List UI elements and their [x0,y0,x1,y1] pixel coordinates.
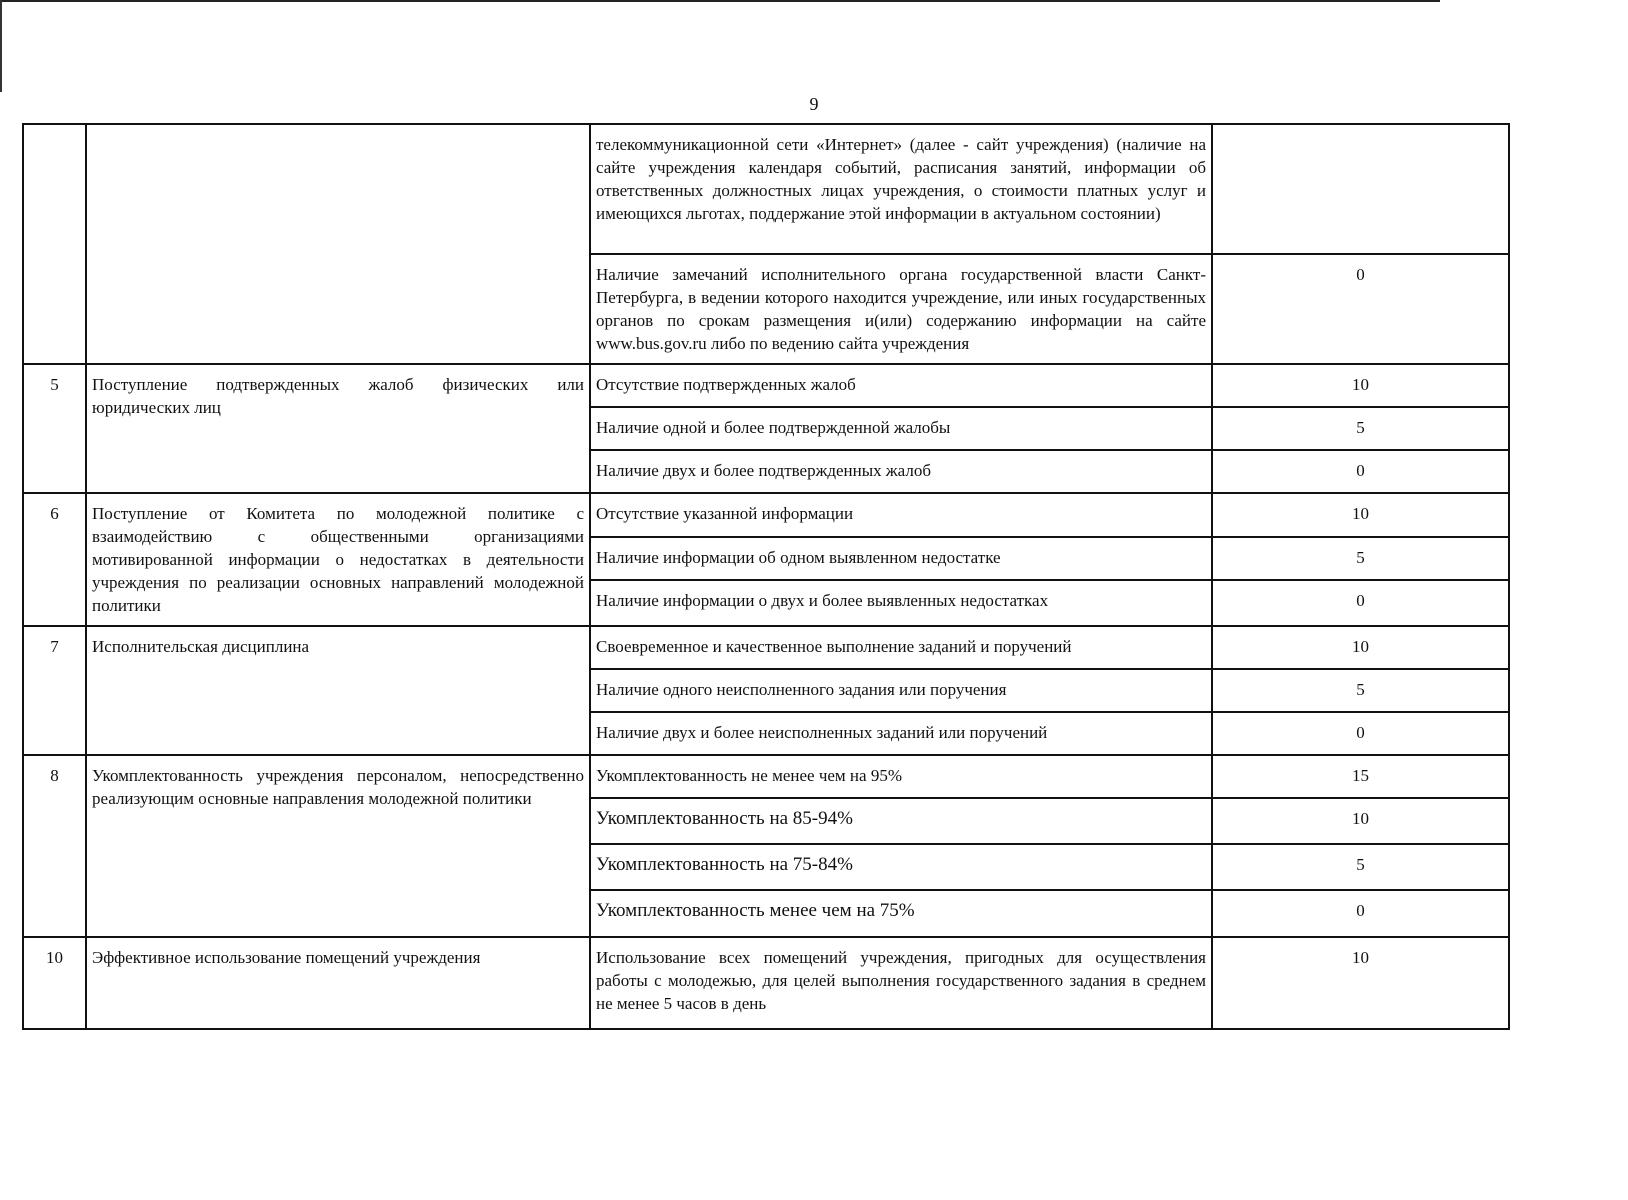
score-cell: 10 [1212,626,1509,669]
score-cell: 5 [1212,407,1509,450]
criterion-cell: Исполнительская дисциплина [86,626,590,755]
score-cell: 5 [1212,669,1509,712]
table-row [23,493,1509,537]
criteria-table [22,123,1510,1030]
row-number: 5 [23,364,86,493]
score-cell: 10 [1212,364,1509,407]
row-number: 7 [23,626,86,755]
score-cell: 0 [1212,890,1509,937]
table-row [23,626,1509,669]
row-number: 6 [23,493,86,626]
score-cell [1212,124,1509,254]
condition-cell: Укомплектованность на 85-94% [590,798,1212,844]
score-cell: 0 [1212,580,1509,626]
score-cell: 10 [1212,493,1509,537]
condition-cell: Наличие информации о двух и более выявленных недостатках [590,580,1212,626]
score-cell: 5 [1212,537,1509,581]
condition-cell: Отсутствие указанной информации [590,493,1212,537]
score-cell: 10 [1212,798,1509,844]
condition-cell: Использование всех помещений учреждения, пригодных для осуществления работы с молодежью, для целей выполнения государственного задания в среднем не менее 5 часов в день [590,937,1212,1029]
condition-cell: Наличие двух и более подтвержденных жалоб [590,450,1212,493]
condition-cell: Укомплектованность менее чем на 75% [590,890,1212,937]
score-cell: 5 [1212,844,1509,890]
condition-cell: Укомплектованность не менее чем на 95% [590,755,1212,798]
condition-cell: Своевременное и качественное выполнение заданий и поручений [590,626,1212,669]
criterion-cell: Поступление от Комитета по молодежной политике с взаимодействию с общественными организациями мотивированной информации о недостатках в деятельности учреждения по реализации основных направлений молодежной политики [86,493,590,626]
table-row [23,755,1509,798]
table-row [23,937,1509,1029]
row-number: 8 [23,755,86,937]
page-number: 9 [809,94,819,114]
condition-cell: Наличие одной и более подтвержденной жалобы [590,407,1212,450]
scan-top-edge [0,0,1440,2]
row-number [23,124,86,364]
criterion-cell: Поступление подтвержденных жалоб физических или юридических лиц [86,364,590,493]
condition-cell: Наличие замечаний исполнительного органа государственной власти Санкт-Петербурга, в ведении которого находится учреждение, или иных государственных органов по срокам размещения и(или) содержанию информации на сайте www.bus.gov.ru либо по ведению сайта учреждения [590,254,1212,364]
condition-cell: Наличие двух и более неисполненных заданий или поручений [590,712,1212,755]
criterion-cell: Укомплектованность учреждения персоналом, непосредственно реализующим основные направления молодежной политики [86,755,590,937]
row-number: 10 [23,937,86,1029]
condition-cell: Отсутствие подтвержденных жалоб [590,364,1212,407]
condition-cell: телекоммуникационной сети «Интернет» (далее - сайт учреждения) (наличие на сайте учреждения календаря событий, расписания занятий, информации об ответственных должностных лицах учреждения, о стоимости платных услуг и имеющихся льготах, поддержание этой информации в актуальном состоянии) [590,124,1212,254]
criterion-cell [86,124,590,364]
score-cell: 10 [1212,937,1509,1029]
score-cell: 0 [1212,712,1509,755]
score-cell: 0 [1212,450,1509,493]
condition-cell: Укомплектованность на 75-84% [590,844,1212,890]
score-cell: 0 [1212,254,1509,364]
scan-left-edge [0,0,2,92]
criterion-cell: Эффективное использование помещений учреждения [86,937,590,1029]
score-cell: 15 [1212,755,1509,798]
table-row [23,364,1509,407]
condition-cell: Наличие информации об одном выявленном недостатке [590,537,1212,581]
table-row [23,124,1509,254]
condition-cell: Наличие одного неисполненного задания или поручения [590,669,1212,712]
